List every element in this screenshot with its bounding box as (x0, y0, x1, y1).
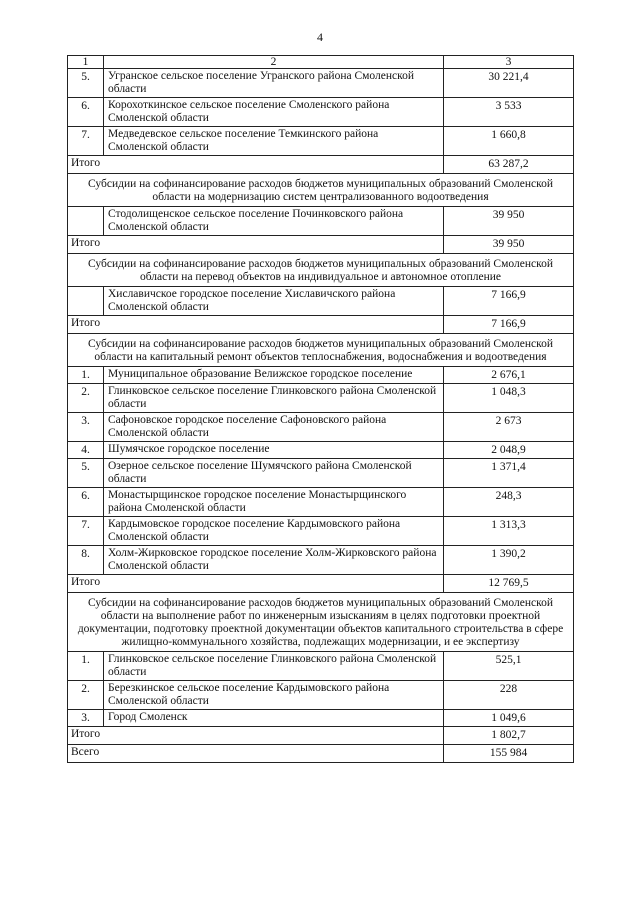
total-label: Итого (68, 316, 444, 334)
total-label: Итого (68, 156, 444, 174)
municipality-name: Корохоткинское сельское поселение Смоленского района Смоленской области (104, 98, 444, 127)
municipality-name: Глинковское сельское поселение Глинковского района Смоленской области (104, 384, 444, 413)
subsidy-amount: 39 950 (444, 207, 574, 236)
municipality-name: Шумячское городское поселение (104, 442, 444, 459)
header-col-1: 1 (68, 56, 104, 69)
total-row (68, 316, 574, 334)
row-number: 6. (68, 98, 104, 127)
subsidy-table (67, 55, 574, 763)
total-row (68, 236, 574, 254)
total-row (68, 727, 574, 745)
row-number: 6. (68, 488, 104, 517)
row-number: 2. (68, 681, 104, 710)
section-title-row (68, 174, 574, 207)
total-label: Итого (68, 727, 444, 745)
subsidy-amount: 2 048,9 (444, 442, 574, 459)
subsidy-amount: 1 390,2 (444, 546, 574, 575)
header-col-2: 2 (104, 56, 444, 69)
total-amount: 7 166,9 (444, 316, 574, 334)
subsidy-amount: 1 313,3 (444, 517, 574, 546)
table-row (68, 459, 574, 488)
municipality-name: Угранское сельское поселение Угранского района Смоленской области (104, 69, 444, 98)
municipality-name: Хиславичское городское поселение Хиславичского района Смоленской области (104, 287, 444, 316)
subsidy-amount: 525,1 (444, 652, 574, 681)
subsidy-amount: 248,3 (444, 488, 574, 517)
municipality-name: Березкинское сельское поселение Кардымовского района Смоленской области (104, 681, 444, 710)
row-number: 7. (68, 517, 104, 546)
row-number: 5. (68, 69, 104, 98)
section-title-row (68, 593, 574, 652)
row-number: 5. (68, 459, 104, 488)
table-row (68, 98, 574, 127)
municipality-name: Глинковское сельское поселение Глинковского района Смоленской области (104, 652, 444, 681)
row-number (68, 287, 104, 316)
total-row (68, 575, 574, 593)
municipality-name: Монастырщинское городское поселение Монастырщинского района Смоленской области (104, 488, 444, 517)
row-number: 7. (68, 127, 104, 156)
table-row (68, 127, 574, 156)
section-title-row (68, 334, 574, 367)
table-row (68, 488, 574, 517)
subsidy-amount: 1 048,3 (444, 384, 574, 413)
row-number: 1. (68, 367, 104, 384)
subsidy-amount: 1 371,4 (444, 459, 574, 488)
municipality-name: Озерное сельское поселение Шумячского района Смоленской области (104, 459, 444, 488)
table-header-row (68, 56, 574, 69)
subsidy-amount: 1 660,8 (444, 127, 574, 156)
total-amount: 63 287,2 (444, 156, 574, 174)
total-label: Итого (68, 236, 444, 254)
table-row (68, 710, 574, 727)
table-row (68, 652, 574, 681)
grand-total-amount: 155 984 (444, 745, 574, 763)
municipality-name: Муниципальное образование Велижское городское поселение (104, 367, 444, 384)
row-number: 2. (68, 384, 104, 413)
grand-total-row (68, 745, 574, 763)
table-row (68, 384, 574, 413)
municipality-name: Сафоновское городское поселение Сафоновского района Смоленской области (104, 413, 444, 442)
table-row (68, 207, 574, 236)
subsidy-amount: 30 221,4 (444, 69, 574, 98)
row-number (68, 207, 104, 236)
total-label: Итого (68, 575, 444, 593)
total-row (68, 156, 574, 174)
subsidy-amount: 3 533 (444, 98, 574, 127)
section-title: Субсидии на софинансирование расходов бюджетов муниципальных образований Смоленской области на капитальный ремонт объектов теплоснабжения, водоснабжения и водоотведения (68, 334, 574, 367)
total-amount: 39 950 (444, 236, 574, 254)
subsidy-amount: 228 (444, 681, 574, 710)
row-number: 1. (68, 652, 104, 681)
row-number: 3. (68, 413, 104, 442)
grand-total-label: Всего (68, 745, 444, 763)
municipality-name: Медведевское сельское поселение Темкинского района Смоленской области (104, 127, 444, 156)
table-row (68, 681, 574, 710)
table-row (68, 413, 574, 442)
total-amount: 12 769,5 (444, 575, 574, 593)
table-row (68, 287, 574, 316)
section-title: Субсидии на софинансирование расходов бюджетов муниципальных образований Смоленской области на модернизацию систем централизованного водоотведения (68, 174, 574, 207)
page-number: 4 (317, 30, 323, 44)
municipality-name: Город Смоленск (104, 710, 444, 727)
header-col-3: 3 (444, 56, 574, 69)
total-amount: 1 802,7 (444, 727, 574, 745)
municipality-name: Стодолищенское сельское поселение Починковского района Смоленской области (104, 207, 444, 236)
table-row (68, 442, 574, 459)
table-row (68, 69, 574, 98)
row-number: 3. (68, 710, 104, 727)
table-row (68, 367, 574, 384)
row-number: 8. (68, 546, 104, 575)
municipality-name: Холм-Жирковское городское поселение Холм-Жирковского района Смоленской области (104, 546, 444, 575)
section-title: Субсидии на софинансирование расходов бюджетов муниципальных образований Смоленской области на перевод объектов на индивидуальное и автономное отопление (68, 254, 574, 287)
section-title-row (68, 254, 574, 287)
subsidy-amount: 1 049,6 (444, 710, 574, 727)
subsidy-amount: 2 673 (444, 413, 574, 442)
table-row (68, 546, 574, 575)
subsidy-amount: 7 166,9 (444, 287, 574, 316)
table-row (68, 517, 574, 546)
section-title: Субсидии на софинансирование расходов бюджетов муниципальных образований Смоленской области на выполнение работ по инженерным изысканиям в целях подготовки проектной документации, подготовку проектной документации объектов капитального строительства в сфере жилищно-коммунального хозяйства, подлежащих модернизации, и ее экспертизу (68, 593, 574, 652)
row-number: 4. (68, 442, 104, 459)
subsidy-amount: 2 676,1 (444, 367, 574, 384)
municipality-name: Кардымовское городское поселение Кардымовского района Смоленской области (104, 517, 444, 546)
